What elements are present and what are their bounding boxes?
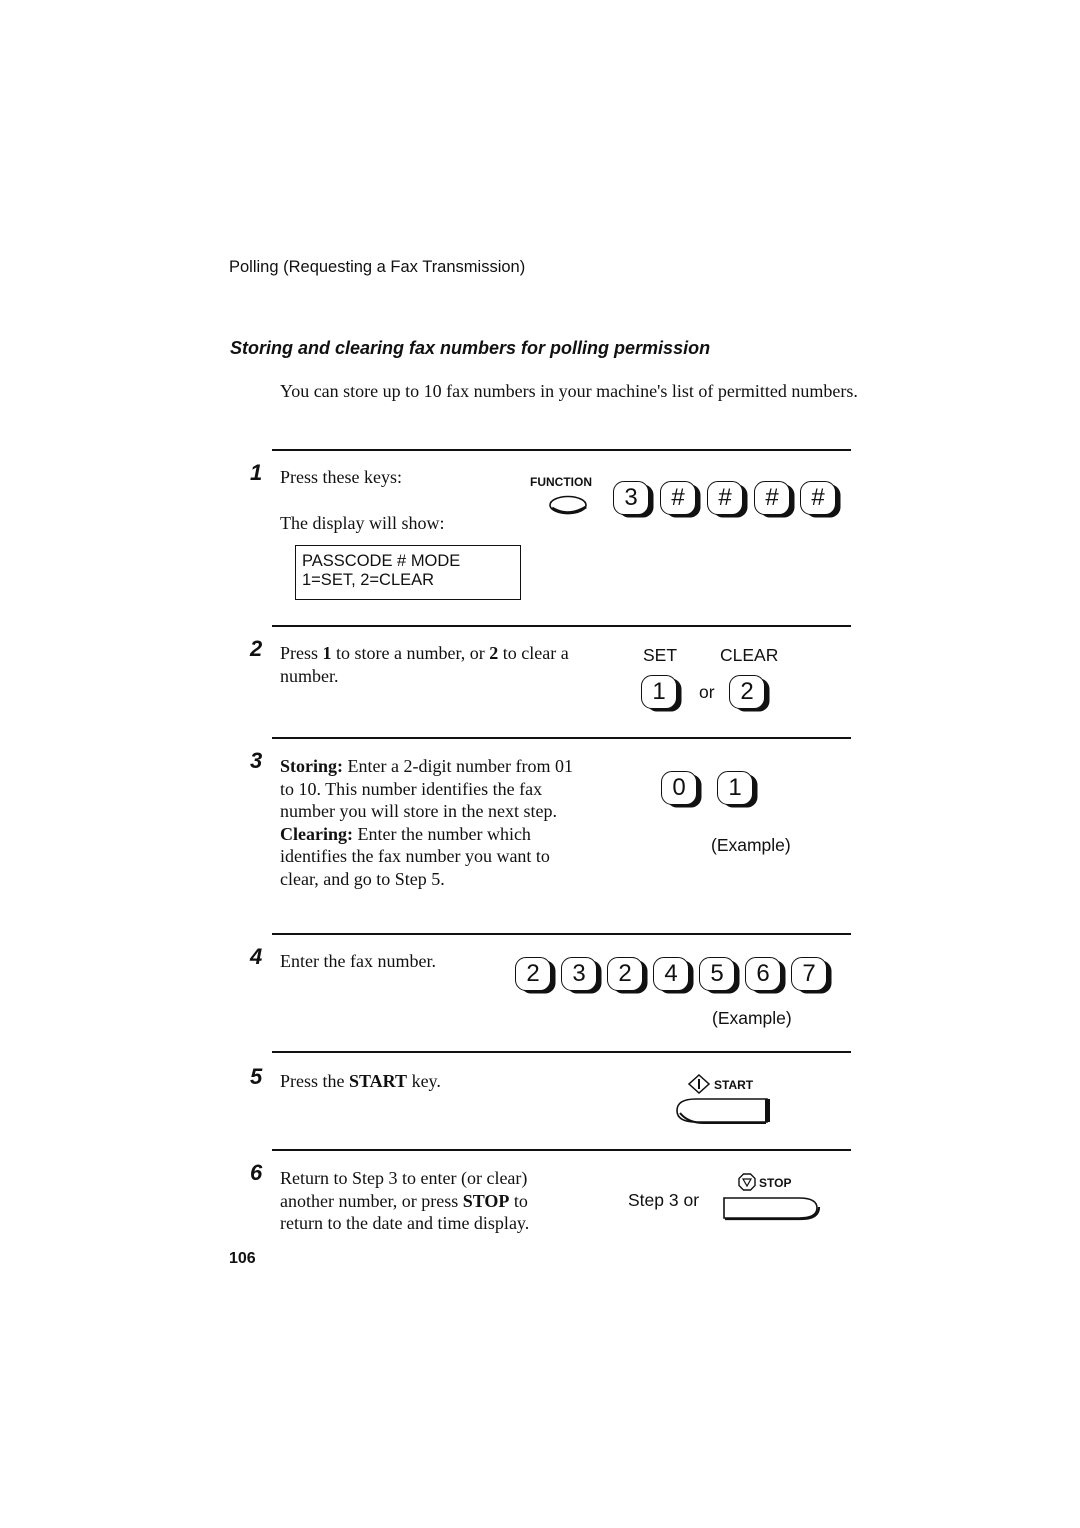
clear-label: CLEAR: [720, 645, 779, 665]
step3-or-label: Step 3 or: [628, 1190, 700, 1210]
step5-text-pre: Press the: [280, 1071, 349, 1091]
key-5[interactable]: 5: [699, 957, 735, 991]
start-key-icon[interactable]: [674, 1095, 774, 1127]
key-4[interactable]: 4: [653, 957, 689, 991]
step2-bold-1: 1: [322, 643, 332, 663]
key-hash[interactable]: #: [707, 481, 743, 515]
stop-octagon-icon: [738, 1173, 756, 1191]
step6-text: [280, 1167, 565, 1235]
step-number: 4: [250, 944, 263, 969]
key-2[interactable]: 2: [607, 957, 643, 991]
stop-label: STOP: [759, 1176, 792, 1190]
step-number: 2: [250, 636, 263, 661]
step-number: 1: [250, 460, 263, 485]
clearing-text: Enter the number which identifies the fax number you want to clear, and go to Step 5.: [280, 823, 550, 889]
step5-text-post: key.: [407, 1071, 441, 1091]
key-3[interactable]: 3: [561, 957, 597, 991]
storing-label: Storing:: [280, 756, 343, 776]
step2-bold-2: 2: [489, 643, 499, 663]
step6-text-post: to return to the date and time display.: [280, 1190, 530, 1233]
step4-text: Enter the fax number.: [280, 951, 436, 971]
step-number: 6: [250, 1160, 263, 1185]
step-divider: [272, 625, 851, 627]
step-number: 3: [250, 748, 263, 773]
step6-text-pre: Return to Step 3 to enter (or clear) another number, or press: [280, 1168, 528, 1211]
intro-paragraph: You can store up to 10 fax numbers in your machine's list of permitted numbers.: [280, 381, 858, 401]
lcd-line-2: 1=SET, 2=CLEAR: [302, 571, 435, 589]
page-number: 106: [229, 1250, 256, 1267]
start-label: START: [714, 1078, 754, 1092]
key-hash[interactable]: #: [754, 481, 790, 515]
step2-text: [280, 642, 585, 687]
step-divider: [272, 1051, 851, 1053]
lcd-display: [295, 545, 521, 600]
key-2[interactable]: 2: [729, 675, 765, 709]
or-label: or: [699, 682, 715, 702]
set-label: SET: [643, 645, 678, 665]
example-label: (Example): [711, 835, 791, 855]
step2-text-pre: Press: [280, 643, 323, 663]
step-divider: [272, 449, 851, 451]
step6-bold: STOP: [462, 1190, 510, 1211]
lcd-line-1: PASSCODE # MODE: [302, 552, 461, 570]
key-hash[interactable]: #: [660, 481, 696, 515]
running-header: Polling (Requesting a Fax Transmission): [229, 258, 526, 276]
start-diamond-icon: [688, 1074, 710, 1094]
key-3[interactable]: 3: [613, 481, 649, 515]
key-6[interactable]: 6: [745, 957, 781, 991]
function-key-icon[interactable]: [546, 494, 592, 518]
key-7[interactable]: 7: [791, 957, 827, 991]
step-number: 5: [250, 1064, 263, 1089]
step3-text: [280, 755, 585, 890]
key-1[interactable]: 1: [641, 675, 677, 709]
stop-key-icon[interactable]: [719, 1194, 823, 1224]
clearing-label: Clearing:: [280, 823, 353, 844]
example-label: (Example): [712, 1008, 792, 1028]
function-label: FUNCTION: [530, 475, 592, 489]
storing-text: Enter a 2-digit number from 01 to 10. This number identifies the fax number you will store in the next step.: [280, 756, 573, 821]
section-title: Storing and clearing fax numbers for polling permission: [230, 338, 711, 358]
key-hash[interactable]: #: [800, 481, 836, 515]
step2-text-mid: to store a number, or: [331, 643, 490, 663]
step-divider: [272, 1149, 851, 1151]
step2-text-post: to clear a number.: [280, 643, 569, 686]
step-divider: [272, 933, 851, 935]
key-1[interactable]: 1: [717, 771, 753, 805]
step5-text: [280, 1070, 441, 1093]
step1-line2: The display will show:: [280, 513, 445, 533]
key-0[interactable]: 0: [661, 771, 697, 805]
step5-bold: START: [349, 1071, 408, 1091]
step1-line1: Press these keys:: [280, 467, 402, 487]
step-divider: [272, 737, 851, 739]
key-2[interactable]: 2: [515, 957, 551, 991]
